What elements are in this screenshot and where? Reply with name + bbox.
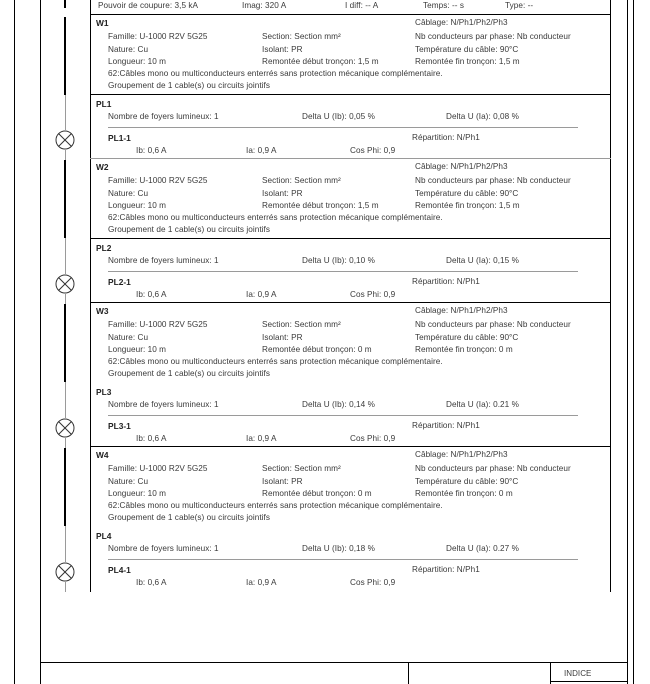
cable-nb-conducteurs: Nb conducteurs par phase: Nb conducteur [415, 176, 571, 185]
circuit-title: PL4 [96, 531, 112, 541]
frame-left-border [14, 0, 15, 684]
cable-nb-conducteurs: Nb conducteurs par phase: Nb conducteur [415, 320, 571, 329]
sub-divider [108, 415, 578, 416]
cable-isolant: Isolant: PR [262, 477, 303, 486]
cable-section: Section: Section mm² [262, 32, 341, 41]
cable-title: W4 [96, 450, 109, 460]
cable-longueur: Longueur: 10 m [108, 201, 167, 210]
cable-mode-pose: 62:Câbles mono ou multiconducteurs enterrés sans protection mécanique complémentaire. [108, 357, 443, 366]
cable-wire [64, 17, 66, 95]
cable-nb-conducteurs: Nb conducteurs par phase: Nb conducteur [415, 464, 571, 473]
cable-nature: Nature: Cu [108, 477, 149, 486]
connector-line [65, 294, 66, 304]
cable-isolant: Isolant: PR [262, 189, 303, 198]
circuit-delta-ib: Delta U (Ib): 0,18 % [302, 544, 375, 553]
cable-section: Section: Section mm² [262, 176, 341, 185]
connector-line [65, 382, 66, 418]
circuit-delta-ib: Delta U (Ib): 0,05 % [302, 112, 375, 121]
cable-groupement: Groupement de 1 cable(s) ou circuits jointifs [108, 513, 270, 522]
circuit-delta-ia: Delta U (Ia): 0,15 % [446, 256, 519, 265]
cable-temperature: Température du câble: 90°C [415, 477, 519, 486]
cable-remontee-fin: Remontée fin tronçon: 0 m [415, 345, 513, 354]
circuit-delta-ia: Delta U (Ia): 0.21 % [446, 400, 519, 409]
cable-remontee-fin: Remontée fin tronçon: 1,5 m [415, 57, 520, 66]
sub-repartition: Répartition: N/Ph1 [412, 133, 480, 142]
cable-famille: Famille: U-1000 R2V 5G25 [108, 32, 208, 41]
circuit-foyers: Nombre de foyers lumineux: 1 [108, 400, 219, 409]
sub-divider [108, 127, 578, 128]
circuit-delta-ib: Delta U (Ib): 0,14 % [302, 400, 375, 409]
cable-cablage: Câblage: N/Ph1/Ph2/Ph3 [415, 306, 508, 315]
circuit-title: PL1 [96, 99, 112, 109]
sub-circuit-title: PL4-1 [108, 565, 131, 575]
sub-ia: Ia: 0,9 A [246, 578, 277, 587]
cable-temperature: Température du câble: 90°C [415, 45, 519, 54]
sub-repartition: Répartition: N/Ph1 [412, 421, 480, 430]
lamp-symbol-icon [55, 130, 75, 150]
cable-wire [64, 160, 66, 238]
sub-divider [108, 271, 578, 272]
circuit-delta-ia: Delta U (Ia): 0,08 % [446, 112, 519, 121]
connector-line [65, 238, 66, 274]
sub-cosphi: Cos Phi: 0,9 [350, 290, 396, 299]
sub-repartition: Répartition: N/Ph1 [412, 565, 480, 574]
cable-remontee-debut: Remontée début tronçon: 1,5 m [262, 201, 379, 210]
cable-cablage: Câblage: N/Ph1/Ph2/Ph3 [415, 450, 508, 459]
title-block-top-border [40, 662, 628, 663]
connector-line [65, 150, 66, 160]
sub-circuit-title: PL1-1 [108, 133, 131, 143]
cable-wire [64, 448, 66, 526]
title-block-divider [408, 662, 409, 684]
type-text: Type: -- [505, 1, 534, 10]
cable-temperature: Température du câble: 90°C [415, 333, 519, 342]
section-divider [90, 14, 611, 15]
lamp-symbol-icon [55, 562, 75, 582]
cable-nature: Nature: Cu [108, 189, 149, 198]
circuit-title: PL3 [96, 387, 112, 397]
section-divider [90, 302, 611, 303]
cable-longueur: Longueur: 10 m [108, 345, 167, 354]
idiff-text: I diff: -- A [345, 1, 379, 10]
cable-nature: Nature: Cu [108, 45, 149, 54]
cable-title: W2 [96, 162, 109, 172]
cable-longueur: Longueur: 10 m [108, 57, 167, 66]
cable-remontee-fin: Remontée fin tronçon: 0 m [415, 489, 513, 498]
cable-nb-conducteurs: Nb conducteurs par phase: Nb conducteur [415, 32, 571, 41]
connector-line [65, 526, 66, 562]
section-divider [90, 238, 611, 239]
cable-title: W1 [96, 18, 109, 28]
connector-line [65, 438, 66, 448]
temps-text: Temps: -- s [423, 1, 465, 10]
sub-circuit-title: PL2-1 [108, 277, 131, 287]
circuit-foyers: Nombre de foyers lumineux: 1 [108, 112, 219, 121]
sub-divider [108, 559, 578, 560]
cable-remontee-debut: Remontée début tronçon: 0 m [262, 345, 372, 354]
circuit-delta-ia: Delta U (Ia): 0.27 % [446, 544, 519, 553]
cable-longueur: Longueur: 10 m [108, 489, 167, 498]
cable-famille: Famille: U-1000 R2V 5G25 [108, 464, 208, 473]
cable-nature: Nature: Cu [108, 333, 149, 342]
cable-mode-pose: 62:Câbles mono ou multiconducteurs enterrés sans protection mécanique complémentaire. [108, 69, 443, 78]
connector-line [65, 95, 66, 130]
cable-remontee-debut: Remontée début tronçon: 0 m [262, 489, 372, 498]
lamp-symbol-icon [55, 274, 75, 294]
cable-groupement: Groupement de 1 cable(s) ou circuits jointifs [108, 81, 270, 90]
cable-groupement: Groupement de 1 cable(s) ou circuits jointifs [108, 369, 270, 378]
cable-wire [64, 304, 66, 382]
pouvoir-text: Pouvoir de coupure: 3,5 kA [98, 1, 199, 10]
sub-ib: Ib: 0,6 A [136, 290, 167, 299]
lamp-symbol-icon [55, 418, 75, 438]
cable-famille: Famille: U-1000 R2V 5G25 [108, 320, 208, 329]
cable-isolant: Isolant: PR [262, 45, 303, 54]
cable-section: Section: Section mm² [262, 464, 341, 473]
section-divider [90, 94, 611, 95]
cable-wire [64, 0, 66, 8]
imag-text: Imag: 320 A [242, 1, 287, 10]
panel-right-border [610, 0, 611, 592]
circuit-foyers: Nombre de foyers lumineux: 1 [108, 544, 219, 553]
title-block-divider [550, 681, 628, 682]
sub-circuit-title: PL3-1 [108, 421, 131, 431]
sub-ia: Ia: 0,9 A [246, 146, 277, 155]
sub-divider [90, 158, 611, 159]
indice-label: INDICE [564, 669, 592, 678]
cable-groupement: Groupement de 1 cable(s) ou circuits jointifs [108, 225, 270, 234]
frame-right-border [627, 0, 628, 684]
connector-line [65, 582, 66, 592]
frame-left-inner-border [40, 0, 41, 684]
section-divider [90, 446, 611, 447]
cable-temperature: Température du câble: 90°C [415, 189, 519, 198]
panel-left-border [90, 0, 91, 592]
sub-cosphi: Cos Phi: 0,9 [350, 578, 396, 587]
sub-cosphi: Cos Phi: 0,9 [350, 146, 396, 155]
cable-famille: Famille: U-1000 R2V 5G25 [108, 176, 208, 185]
sub-ia: Ia: 0,9 A [246, 434, 277, 443]
sub-ib: Ib: 0,6 A [136, 578, 167, 587]
cable-title: W3 [96, 306, 109, 316]
circuit-delta-ib: Delta U (Ib): 0,10 % [302, 256, 375, 265]
cable-cablage: Câblage: N/Ph1/Ph2/Ph3 [415, 18, 508, 27]
sub-ib: Ib: 0,6 A [136, 146, 167, 155]
cable-cablage: Câblage: N/Ph1/Ph2/Ph3 [415, 162, 508, 171]
sub-cosphi: Cos Phi: 0,9 [350, 434, 396, 443]
circuit-foyers: Nombre de foyers lumineux: 1 [108, 256, 219, 265]
cable-isolant: Isolant: PR [262, 333, 303, 342]
cable-mode-pose: 62:Câbles mono ou multiconducteurs enterrés sans protection mécanique complémentaire. [108, 213, 443, 222]
cable-mode-pose: 62:Câbles mono ou multiconducteurs enterrés sans protection mécanique complémentaire. [108, 501, 443, 510]
sub-repartition: Répartition: N/Ph1 [412, 277, 480, 286]
cable-section: Section: Section mm² [262, 320, 341, 329]
cable-remontee-fin: Remontée fin tronçon: 1,5 m [415, 201, 520, 210]
circuit-title: PL2 [96, 243, 112, 253]
frame-inner-right-border [633, 0, 634, 684]
sub-ib: Ib: 0,6 A [136, 434, 167, 443]
sub-ia: Ia: 0,9 A [246, 290, 277, 299]
cable-remontee-debut: Remontée début tronçon: 1,5 m [262, 57, 379, 66]
